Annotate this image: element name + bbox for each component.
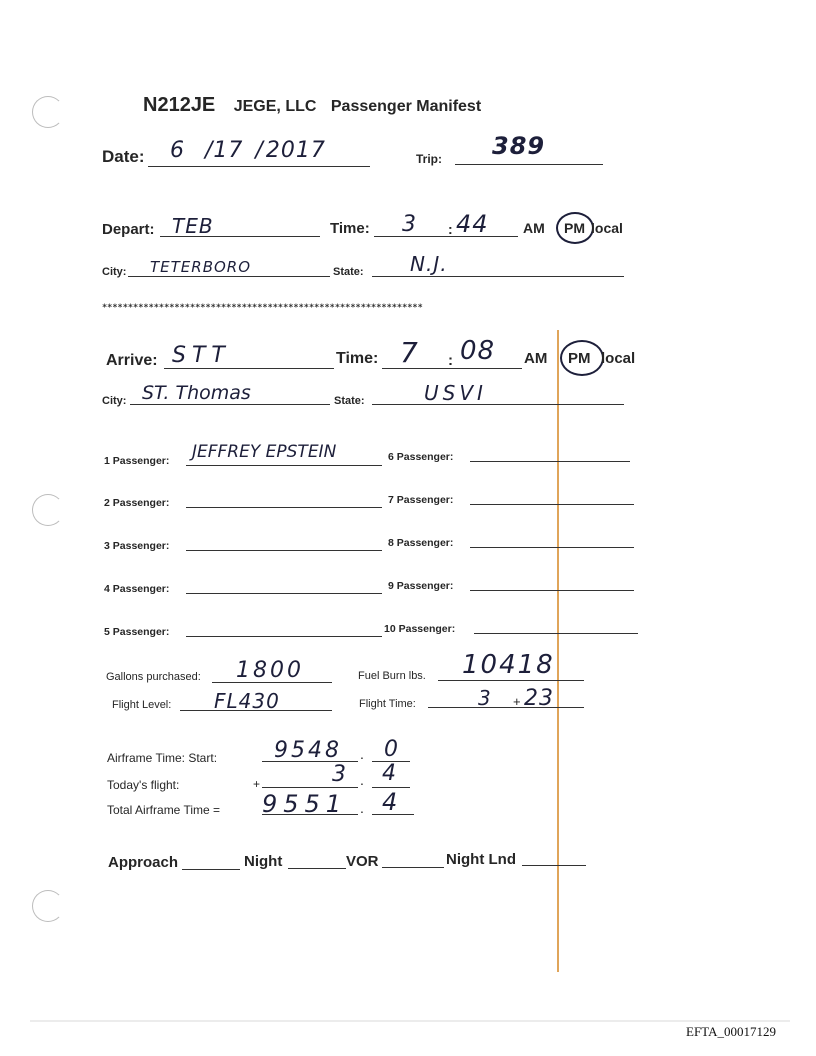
flight-time-plus: +: [513, 694, 521, 709]
gallons-value: 1800: [236, 658, 304, 683]
today-flight-label: Today's flight:: [107, 778, 180, 792]
arrive-city-field[interactable]: [130, 404, 330, 405]
arrive-time-label: Time:: [336, 350, 379, 367]
night-lnd-field[interactable]: [522, 865, 586, 866]
arrive-pm-circle: [560, 340, 604, 376]
night-lnd-label: Night Lnd: [446, 851, 516, 868]
passenger-7-field[interactable]: [470, 504, 634, 505]
date-label: Date:: [102, 147, 145, 166]
company-name: JEGE, LLC: [233, 98, 317, 115]
depart-city-field[interactable]: [128, 276, 330, 277]
approach-field[interactable]: [182, 869, 240, 870]
date-month: 6: [170, 138, 185, 163]
depart-state-field[interactable]: [372, 276, 624, 277]
today-flight-plus: +: [253, 777, 261, 791]
trip-label: Trip:: [416, 152, 442, 166]
margin-line: [557, 330, 559, 972]
gallons-label: Gallons purchased:: [106, 671, 201, 683]
arrive-city-value: ST. Thomas: [142, 382, 251, 404]
today-whole: 3: [332, 762, 347, 787]
depart-local: local: [591, 220, 623, 236]
passenger-3-field[interactable]: [186, 550, 382, 551]
depart-label: Depart:: [102, 221, 155, 238]
document-id: EFTA_00017129: [686, 1024, 776, 1039]
passenger-1-field[interactable]: [186, 465, 382, 466]
airframe-start-whole: 9548: [274, 738, 342, 763]
arrive-field[interactable]: [164, 368, 334, 369]
binder-hole-top: [32, 96, 64, 128]
vor-field[interactable]: [382, 867, 444, 868]
total-dot: .: [360, 800, 364, 816]
flight-time-field[interactable]: [428, 707, 584, 708]
depart-pm-circle: [556, 212, 594, 244]
depart-time-field[interactable]: [374, 236, 518, 237]
passenger-8-label: 8 Passenger:: [388, 537, 454, 549]
night-field[interactable]: [288, 868, 346, 869]
asterisk-divider: **************************************************************: [102, 303, 423, 313]
scan-edge: [30, 1020, 790, 1022]
fuel-burn-field[interactable]: [438, 680, 584, 681]
depart-pm: PM: [564, 220, 585, 236]
date-year: 2017: [265, 138, 326, 163]
passenger-5-label: 5 Passenger:: [104, 626, 170, 638]
passenger-6-label: 6 Passenger:: [388, 451, 454, 463]
trip-value: 389: [492, 132, 546, 160]
today-whole-field[interactable]: [262, 787, 358, 788]
passenger-2-label: 2 Passenger:: [104, 497, 170, 509]
passenger-9-label: 9 Passenger:: [388, 580, 454, 592]
total-frac: 4: [382, 788, 399, 816]
arrive-value: STT: [172, 343, 231, 368]
passenger-4-field[interactable]: [186, 593, 382, 594]
passenger-7-label: 7 Passenger:: [388, 494, 454, 506]
passenger-8-field[interactable]: [470, 547, 634, 548]
fuel-burn-label: Fuel Burn lbs.: [358, 670, 426, 682]
arrive-label: Arrive:: [106, 352, 158, 369]
passenger-3-label: 3 Passenger:: [104, 540, 170, 552]
arrive-colon: :: [448, 352, 453, 369]
passenger-10-label: 10 Passenger:: [384, 623, 456, 635]
passenger-9-field[interactable]: [470, 590, 634, 591]
vor-label: VOR: [346, 853, 379, 870]
arrive-state-field[interactable]: [372, 404, 624, 405]
approach-label: Approach: [108, 854, 179, 871]
depart-state-label: State:: [333, 266, 364, 278]
arrive-am: AM: [524, 350, 548, 367]
arrive-hour: 7: [400, 336, 419, 369]
depart-hour: 3: [402, 212, 417, 237]
airframe-start-label: Airframe Time: Start:: [107, 751, 218, 765]
passenger-5-field[interactable]: [186, 636, 382, 637]
binder-hole-middle: [32, 494, 64, 526]
passenger-4-label: 4 Passenger:: [104, 583, 170, 595]
date-value: 6 /17 /2017: [170, 138, 326, 163]
trip-field[interactable]: [455, 164, 603, 165]
arrive-minute: 08: [460, 336, 496, 366]
tail-number: N212JE: [143, 94, 216, 116]
depart-am: AM: [523, 220, 545, 236]
date-day: 17: [213, 138, 244, 163]
binder-hole-bottom: [32, 890, 64, 922]
depart-minute: 44: [456, 210, 489, 238]
depart-city-label: City:: [102, 266, 127, 278]
airframe-start-dot: .: [360, 746, 364, 762]
passenger-1-label: 1 Passenger:: [104, 455, 170, 467]
depart-city-value: TETERBORO: [150, 258, 252, 276]
passenger-10-field[interactable]: [474, 633, 638, 634]
flight-level-value: FL430: [214, 689, 280, 713]
flight-time-label: Flight Time:: [359, 698, 416, 710]
total-airframe-label: Total Airframe Time =: [107, 803, 221, 817]
fuel-burn-value: 10418: [462, 650, 555, 680]
today-dot: .: [360, 772, 364, 788]
flight-time-hours: 3: [478, 686, 492, 710]
depart-colon: :: [448, 221, 453, 237]
night-label: Night: [244, 853, 283, 870]
passenger-6-field[interactable]: [470, 461, 630, 462]
depart-time-label: Time:: [330, 220, 370, 237]
arrive-pm: PM: [568, 350, 591, 367]
flight-level-label: Flight Level:: [112, 699, 172, 711]
depart-state-value: N.J.: [410, 252, 448, 276]
header: [143, 94, 481, 117]
arrive-local: local: [601, 350, 636, 367]
page-title: Passenger Manifest: [330, 98, 482, 115]
flight-time-minutes: 23: [524, 686, 554, 711]
today-frac: 4: [382, 761, 397, 786]
total-whole: 9551: [262, 790, 348, 818]
passenger-1-value: JEFFREY EPSTEIN: [192, 442, 337, 462]
airframe-start-frac: 0: [384, 737, 399, 762]
depart-value: TEB: [172, 214, 214, 238]
arrive-state-label: State:: [334, 395, 365, 407]
arrive-state-value: USVI: [424, 381, 487, 405]
date-field[interactable]: [148, 166, 370, 167]
passenger-2-field[interactable]: [186, 507, 382, 508]
arrive-city-label: City:: [102, 395, 127, 407]
